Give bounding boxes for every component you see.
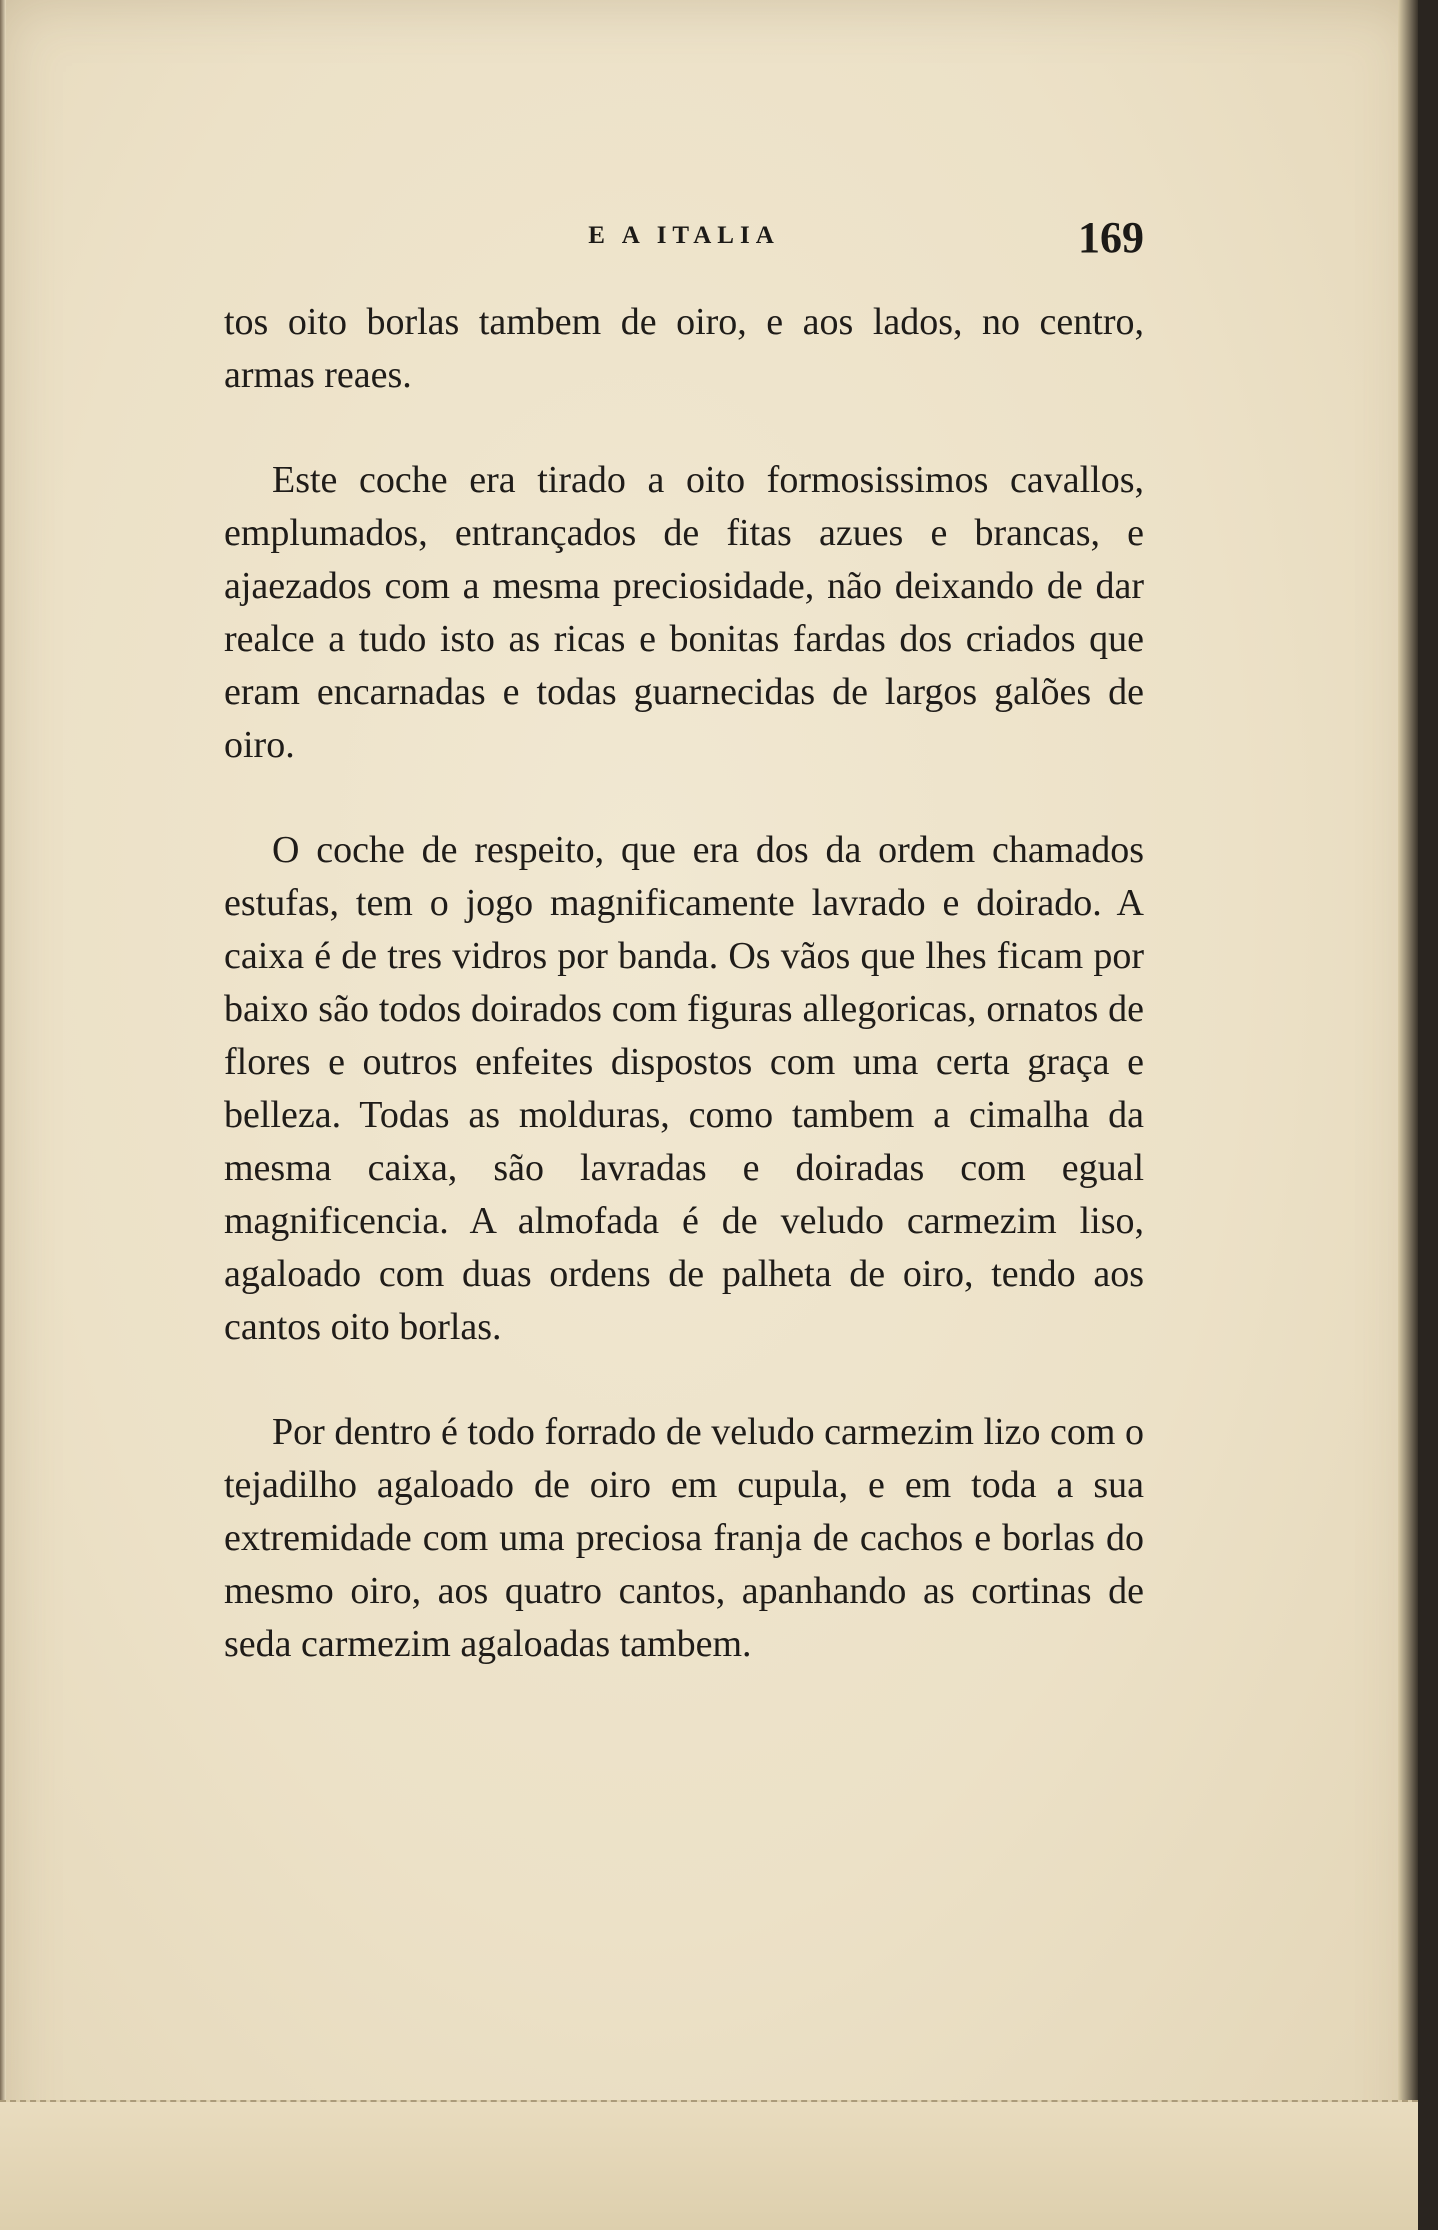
- running-header: [224, 212, 1144, 262]
- page-right-edge: [1398, 0, 1418, 2228]
- paragraph-2: Este coche era tirado a oito formosissimos cavallos, emplumados, entrançados de fitas azues e brancas, e ajaezados com a mesma preciosidade, não deixando de dar realce a tudo isto as ricas e bonitas fardas dos criados que eram encarnadas e todas guarnecidas de largos galões de oiro.: [224, 459, 1144, 766]
- body-text: [224, 296, 1144, 1723]
- paragraph-1: tos oito borlas tambem de oiro, e aos lados, no centro, armas reaes.: [224, 301, 1144, 396]
- paragraph-4: Por dentro é todo forrado de veludo carmezim lizo com o tejadilho agaloado de oiro em cupula, e em toda a sua extremidade com uma preciosa franja de cachos e borlas do mesmo oiro, aos quatro cantos, apanhando as cortinas de seda carmezim agaloadas tambem.: [224, 1411, 1144, 1665]
- page-left-edge: [0, 0, 6, 2228]
- running-title: E A ITALIA: [588, 222, 780, 249]
- page-number: 169: [1078, 213, 1144, 262]
- paragraph-3: O coche de respeito, que era dos da ordem chamados estufas, tem o jogo magnificamente lavrado e doirado. A caixa é de tres vidros por banda. Os vãos que lhes ficam por baixo são todos doirados com figuras allegoricas, ornatos de flores e outros enfeites dispostos com uma certa graça e belleza. Todas as molduras, como tambem a cimalha da mesma caixa, são lavradas e doiradas com egual magnificencia. A almofada é de veludo carmezim liso, agaloado com duas ordens de palheta de oiro, tendo aos cantos oito borlas.: [224, 829, 1144, 1348]
- folded-bottom-margin: [0, 2100, 1418, 2230]
